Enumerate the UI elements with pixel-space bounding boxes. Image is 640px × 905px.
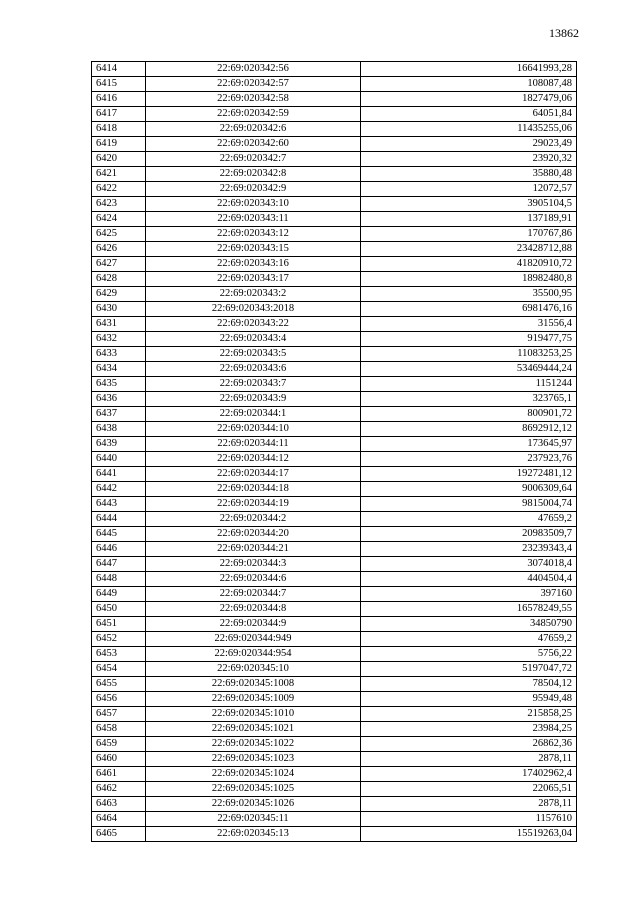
table-row bbox=[92, 827, 577, 842]
cadastral-number-cell: 22:69:020342:7 bbox=[146, 152, 361, 167]
cadastral-value-cell: 26862,36 bbox=[361, 737, 577, 752]
cadastral-number-cell: 22:69:020342:59 bbox=[146, 107, 361, 122]
cadastral-value-cell: 22065,51 bbox=[361, 782, 577, 797]
row-number-cell: 6419 bbox=[92, 137, 146, 152]
cadastral-value-cell: 170767,86 bbox=[361, 227, 577, 242]
table-row bbox=[92, 497, 577, 512]
cadastral-number-cell: 22:69:020342:9 bbox=[146, 182, 361, 197]
table-row bbox=[92, 347, 577, 362]
row-number-cell: 6453 bbox=[92, 647, 146, 662]
cadastral-number-cell: 22:69:020344:19 bbox=[146, 497, 361, 512]
table-row bbox=[92, 437, 577, 452]
cadastral-value-cell: 64051,84 bbox=[361, 107, 577, 122]
row-number-cell: 6464 bbox=[92, 812, 146, 827]
cadastral-value-cell: 53469444,24 bbox=[361, 362, 577, 377]
cadastral-value-cell: 15519263,04 bbox=[361, 827, 577, 842]
cadastral-value-cell: 47659,2 bbox=[361, 632, 577, 647]
cadastral-number-cell: 22:69:020344:12 bbox=[146, 452, 361, 467]
cadastral-number-cell: 22:69:020345:10 bbox=[146, 662, 361, 677]
cadastral-value-cell: 6981476,16 bbox=[361, 302, 577, 317]
row-number-cell: 6432 bbox=[92, 332, 146, 347]
table-row bbox=[92, 467, 577, 482]
cadastral-number-cell: 22:69:020344:11 bbox=[146, 437, 361, 452]
table-row bbox=[92, 92, 577, 107]
cadastral-value-cell: 3905104,5 bbox=[361, 197, 577, 212]
cadastral-value-cell: 11083253,25 bbox=[361, 347, 577, 362]
cadastral-value-cell: 2878,11 bbox=[361, 797, 577, 812]
row-number-cell: 6439 bbox=[92, 437, 146, 452]
table-row bbox=[92, 182, 577, 197]
cadastral-number-cell: 22:69:020343:6 bbox=[146, 362, 361, 377]
row-number-cell: 6456 bbox=[92, 692, 146, 707]
cadastral-value-cell: 17402962,4 bbox=[361, 767, 577, 782]
row-number-cell: 6457 bbox=[92, 707, 146, 722]
row-number-cell: 6459 bbox=[92, 737, 146, 752]
cadastral-number-cell: 22:69:020343:10 bbox=[146, 197, 361, 212]
cadastral-number-cell: 22:69:020345:1024 bbox=[146, 767, 361, 782]
table-row bbox=[92, 227, 577, 242]
cadastral-value-cell: 11435255,06 bbox=[361, 122, 577, 137]
row-number-cell: 6416 bbox=[92, 92, 146, 107]
row-number-cell: 6441 bbox=[92, 467, 146, 482]
row-number-cell: 6437 bbox=[92, 407, 146, 422]
cadastral-value-cell: 18982480,8 bbox=[361, 272, 577, 287]
cadastral-number-cell: 22:69:020345:1008 bbox=[146, 677, 361, 692]
row-number-cell: 6436 bbox=[92, 392, 146, 407]
table-row bbox=[92, 767, 577, 782]
row-number-cell: 6443 bbox=[92, 497, 146, 512]
row-number-cell: 6425 bbox=[92, 227, 146, 242]
row-number-cell: 6449 bbox=[92, 587, 146, 602]
row-number-cell: 6430 bbox=[92, 302, 146, 317]
cadastral-value-cell: 108087,48 bbox=[361, 77, 577, 92]
page-number: 13862 bbox=[549, 26, 579, 40]
cadastral-number-cell: 22:69:020344:8 bbox=[146, 602, 361, 617]
table-row bbox=[92, 572, 577, 587]
cadastral-value-cell: 23239343,4 bbox=[361, 542, 577, 557]
cadastral-value-cell: 137189,91 bbox=[361, 212, 577, 227]
row-number-cell: 6414 bbox=[92, 62, 146, 77]
table-row bbox=[92, 722, 577, 737]
table-row bbox=[92, 632, 577, 647]
cadastral-value-cell: 34850790 bbox=[361, 617, 577, 632]
cadastral-value-cell: 12072,57 bbox=[361, 182, 577, 197]
cadastral-value-cell: 8692912,12 bbox=[361, 422, 577, 437]
cadastral-value-cell: 16578249,55 bbox=[361, 602, 577, 617]
cadastral-value-cell: 215858,25 bbox=[361, 707, 577, 722]
table-row bbox=[92, 332, 577, 347]
row-number-cell: 6418 bbox=[92, 122, 146, 137]
cadastral-value-cell: 237923,76 bbox=[361, 452, 577, 467]
row-number-cell: 6440 bbox=[92, 452, 146, 467]
cadastral-number-cell: 22:69:020344:954 bbox=[146, 647, 361, 662]
row-number-cell: 6460 bbox=[92, 752, 146, 767]
row-number-cell: 6434 bbox=[92, 362, 146, 377]
table-row bbox=[92, 122, 577, 137]
table-row bbox=[92, 272, 577, 287]
cadastral-value-cell: 23920,32 bbox=[361, 152, 577, 167]
row-number-cell: 6454 bbox=[92, 662, 146, 677]
table-row bbox=[92, 167, 577, 182]
cadastral-number-cell: 22:69:020344:2 bbox=[146, 512, 361, 527]
table-row bbox=[92, 512, 577, 527]
cadastral-number-cell: 22:69:020344:7 bbox=[146, 587, 361, 602]
cadastral-value-cell: 919477,75 bbox=[361, 332, 577, 347]
cadastral-number-cell: 22:69:020344:949 bbox=[146, 632, 361, 647]
row-number-cell: 6431 bbox=[92, 317, 146, 332]
cadastral-number-cell: 22:69:020343:15 bbox=[146, 242, 361, 257]
cadastral-number-cell: 22:69:020345:1010 bbox=[146, 707, 361, 722]
table-row bbox=[92, 692, 577, 707]
cadastral-value-cell: 9006309,64 bbox=[361, 482, 577, 497]
row-number-cell: 6423 bbox=[92, 197, 146, 212]
cadastral-value-cell: 397160 bbox=[361, 587, 577, 602]
table-row bbox=[92, 107, 577, 122]
table-row bbox=[92, 317, 577, 332]
table-row bbox=[92, 782, 577, 797]
cadastral-number-cell: 22:69:020344:21 bbox=[146, 542, 361, 557]
cadastral-number-cell: 22:69:020345:1022 bbox=[146, 737, 361, 752]
table-row bbox=[92, 617, 577, 632]
cadastral-number-cell: 22:69:020344:20 bbox=[146, 527, 361, 542]
cadastral-value-cell: 323765,1 bbox=[361, 392, 577, 407]
row-number-cell: 6452 bbox=[92, 632, 146, 647]
cadastral-number-cell: 22:69:020343:12 bbox=[146, 227, 361, 242]
cadastral-number-cell: 22:69:020343:7 bbox=[146, 377, 361, 392]
cadastral-number-cell: 22:69:020344:17 bbox=[146, 467, 361, 482]
cadastral-number-cell: 22:69:020343:22 bbox=[146, 317, 361, 332]
cadastral-value-cell: 29023,49 bbox=[361, 137, 577, 152]
cadastral-value-cell: 35880,48 bbox=[361, 167, 577, 182]
cadastral-number-cell: 22:69:020344:1 bbox=[146, 407, 361, 422]
table-body bbox=[92, 62, 577, 842]
table-row bbox=[92, 77, 577, 92]
table-row bbox=[92, 242, 577, 257]
table-row bbox=[92, 557, 577, 572]
cadastral-number-cell: 22:69:020344:9 bbox=[146, 617, 361, 632]
row-number-cell: 6420 bbox=[92, 152, 146, 167]
cadastral-number-cell: 22:69:020342:8 bbox=[146, 167, 361, 182]
table-row bbox=[92, 812, 577, 827]
row-number-cell: 6446 bbox=[92, 542, 146, 557]
row-number-cell: 6451 bbox=[92, 617, 146, 632]
cadastral-number-cell: 22:69:020344:18 bbox=[146, 482, 361, 497]
cadastral-value-cell: 1151244 bbox=[361, 377, 577, 392]
table-row bbox=[92, 62, 577, 77]
row-number-cell: 6458 bbox=[92, 722, 146, 737]
cadastral-value-cell: 95949,48 bbox=[361, 692, 577, 707]
row-number-cell: 6415 bbox=[92, 77, 146, 92]
table-row bbox=[92, 662, 577, 677]
table-row bbox=[92, 527, 577, 542]
row-number-cell: 6445 bbox=[92, 527, 146, 542]
table-row bbox=[92, 737, 577, 752]
cadastral-number-cell: 22:69:020345:1009 bbox=[146, 692, 361, 707]
cadastral-number-cell: 22:69:020343:4 bbox=[146, 332, 361, 347]
table-row bbox=[92, 422, 577, 437]
row-number-cell: 6442 bbox=[92, 482, 146, 497]
row-number-cell: 6447 bbox=[92, 557, 146, 572]
row-number-cell: 6455 bbox=[92, 677, 146, 692]
cadastral-number-cell: 22:69:020344:6 bbox=[146, 572, 361, 587]
cadastral-value-cell: 5197047,72 bbox=[361, 662, 577, 677]
row-number-cell: 6426 bbox=[92, 242, 146, 257]
cadastral-number-cell: 22:69:020342:6 bbox=[146, 122, 361, 137]
table-row bbox=[92, 752, 577, 767]
row-number-cell: 6421 bbox=[92, 167, 146, 182]
cadastral-value-cell: 1157610 bbox=[361, 812, 577, 827]
row-number-cell: 6465 bbox=[92, 827, 146, 842]
cadastral-value-cell: 4404504,4 bbox=[361, 572, 577, 587]
cadastral-value-cell: 2878,11 bbox=[361, 752, 577, 767]
cadastral-number-cell: 22:69:020345:13 bbox=[146, 827, 361, 842]
cadastral-value-cell: 16641993,28 bbox=[361, 62, 577, 77]
cadastral-number-cell: 22:69:020343:2 bbox=[146, 287, 361, 302]
table-row bbox=[92, 602, 577, 617]
table-row bbox=[92, 587, 577, 602]
cadastral-value-cell: 1827479,06 bbox=[361, 92, 577, 107]
cadastral-value-cell: 20983509,7 bbox=[361, 527, 577, 542]
cadastral-value-cell: 78504,12 bbox=[361, 677, 577, 692]
table-row bbox=[92, 362, 577, 377]
cadastral-number-cell: 22:69:020344:10 bbox=[146, 422, 361, 437]
row-number-cell: 6450 bbox=[92, 602, 146, 617]
cadastral-number-cell: 22:69:020344:3 bbox=[146, 557, 361, 572]
cadastral-number-cell: 22:69:020343:11 bbox=[146, 212, 361, 227]
row-number-cell: 6417 bbox=[92, 107, 146, 122]
cadastral-value-cell: 31556,4 bbox=[361, 317, 577, 332]
table-row bbox=[92, 212, 577, 227]
cadastral-value-cell: 9815004,74 bbox=[361, 497, 577, 512]
row-number-cell: 6429 bbox=[92, 287, 146, 302]
table-row bbox=[92, 482, 577, 497]
cadastral-value-cell: 41820910,72 bbox=[361, 257, 577, 272]
table-row bbox=[92, 407, 577, 422]
row-number-cell: 6463 bbox=[92, 797, 146, 812]
table-row bbox=[92, 137, 577, 152]
cadastral-number-cell: 22:69:020343:16 bbox=[146, 257, 361, 272]
cadastral-number-cell: 22:69:020342:58 bbox=[146, 92, 361, 107]
cadastral-number-cell: 22:69:020343:2018 bbox=[146, 302, 361, 317]
table-row bbox=[92, 677, 577, 692]
table-row bbox=[92, 257, 577, 272]
table-row bbox=[92, 452, 577, 467]
table-row bbox=[92, 707, 577, 722]
cadastral-number-cell: 22:69:020345:1025 bbox=[146, 782, 361, 797]
cadastral-value-cell: 35500,95 bbox=[361, 287, 577, 302]
row-number-cell: 6427 bbox=[92, 257, 146, 272]
row-number-cell: 6461 bbox=[92, 767, 146, 782]
cadastral-number-cell: 22:69:020342:60 bbox=[146, 137, 361, 152]
table-row bbox=[92, 392, 577, 407]
cadastral-value-cell: 800901,72 bbox=[361, 407, 577, 422]
table-row bbox=[92, 377, 577, 392]
row-number-cell: 6462 bbox=[92, 782, 146, 797]
cadastral-number-cell: 22:69:020343:17 bbox=[146, 272, 361, 287]
cadastral-number-cell: 22:69:020345:11 bbox=[146, 812, 361, 827]
cadastral-value-cell: 47659,2 bbox=[361, 512, 577, 527]
row-number-cell: 6448 bbox=[92, 572, 146, 587]
table-row bbox=[92, 302, 577, 317]
table-row bbox=[92, 287, 577, 302]
cadastral-number-cell: 22:69:020343:5 bbox=[146, 347, 361, 362]
cadastral-number-cell: 22:69:020343:9 bbox=[146, 392, 361, 407]
cadastral-number-cell: 22:69:020345:1021 bbox=[146, 722, 361, 737]
table-row bbox=[92, 197, 577, 212]
row-number-cell: 6424 bbox=[92, 212, 146, 227]
cadastral-number-cell: 22:69:020342:57 bbox=[146, 77, 361, 92]
cadastral-number-cell: 22:69:020342:56 bbox=[146, 62, 361, 77]
row-number-cell: 6444 bbox=[92, 512, 146, 527]
cadastral-value-table bbox=[91, 61, 577, 842]
cadastral-value-cell: 23984,25 bbox=[361, 722, 577, 737]
row-number-cell: 6428 bbox=[92, 272, 146, 287]
cadastral-value-cell: 19272481,12 bbox=[361, 467, 577, 482]
table-row bbox=[92, 542, 577, 557]
table-row bbox=[92, 797, 577, 812]
row-number-cell: 6422 bbox=[92, 182, 146, 197]
row-number-cell: 6433 bbox=[92, 347, 146, 362]
cadastral-value-cell: 5756,22 bbox=[361, 647, 577, 662]
table-row bbox=[92, 152, 577, 167]
cadastral-number-cell: 22:69:020345:1026 bbox=[146, 797, 361, 812]
cadastral-number-cell: 22:69:020345:1023 bbox=[146, 752, 361, 767]
row-number-cell: 6438 bbox=[92, 422, 146, 437]
cadastral-value-cell: 23428712,88 bbox=[361, 242, 577, 257]
cadastral-value-cell: 3074018,4 bbox=[361, 557, 577, 572]
cadastral-value-cell: 173645,97 bbox=[361, 437, 577, 452]
row-number-cell: 6435 bbox=[92, 377, 146, 392]
table-row bbox=[92, 647, 577, 662]
